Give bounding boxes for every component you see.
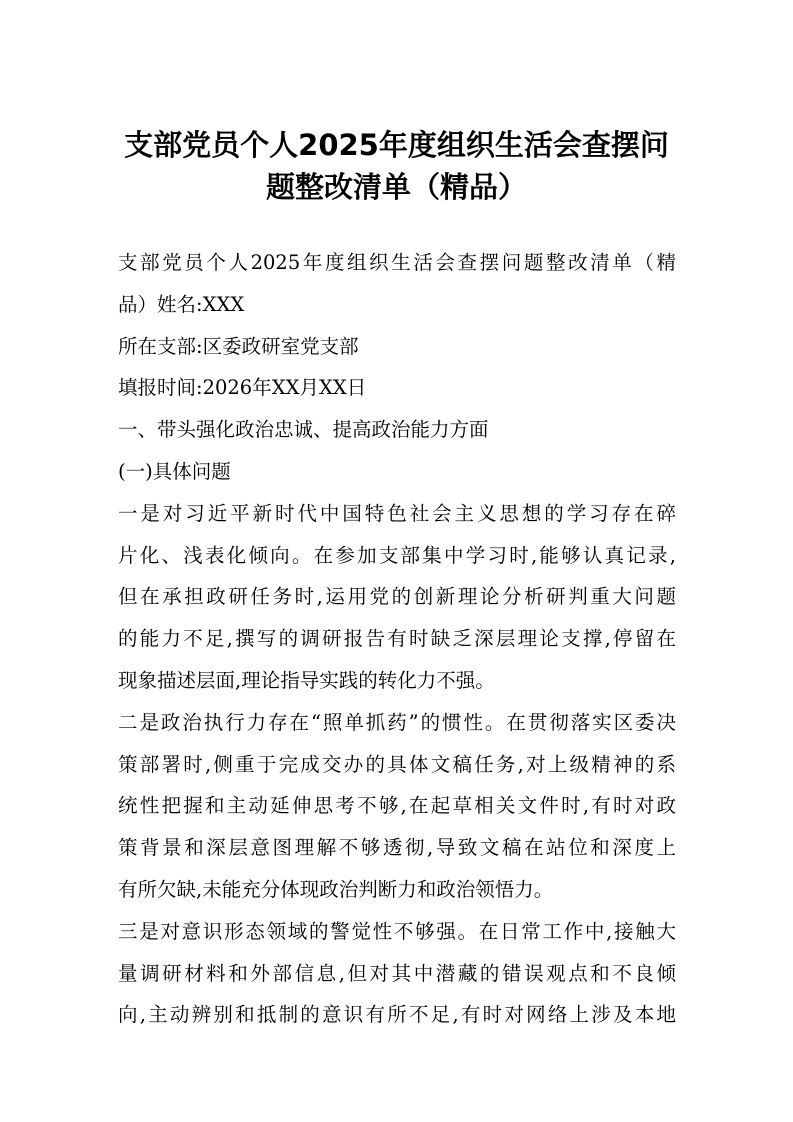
header-block — [118, 242, 676, 493]
section-heading: 一、带头强化政治忠诚、提高政治能力方面 — [118, 418, 489, 442]
paragraph-line: 三是对意识形态领域的警觉性不够强。在日常工作中,接触大 — [118, 919, 676, 943]
paragraph-line: 二是政治执行力存在“照单抓药”的惯性。在贯彻落实区委决 — [118, 710, 676, 734]
paragraph-line: 策背景和深层意图理解不够透彻,导致文稿在站位和深度上 — [118, 836, 676, 860]
paragraph-line: 统性把握和主动延伸思考不够,在起草相关文件时,有时对政 — [118, 794, 676, 818]
date-field: 填报时间:2026年XX月XX日 — [118, 376, 367, 400]
paragraph-1 — [118, 493, 676, 702]
paragraph-line: 量调研材料和外部信息,但对其中潜藏的错误观点和不良倾 — [118, 961, 676, 985]
paragraph-2 — [118, 702, 676, 911]
subsection-heading: (一)具体问题 — [118, 459, 231, 483]
paragraph-3 — [118, 911, 676, 1036]
paragraph-line: 向,主动辨别和抵制的意识有所不足,有时对网络上涉及本地 — [118, 1003, 676, 1027]
document-body — [118, 242, 676, 1036]
paragraph-line: 现象描述层面,理论指导实践的转化力不强。 — [118, 668, 495, 692]
branch-field: 所在支部:区委政研室党支部 — [118, 334, 359, 358]
paragraph-line: 一是对习近平新时代中国特色社会主义思想的学习存在碎 — [118, 501, 676, 525]
paragraph-line: 片化、浅表化倾向。在参加支部集中学习时,能够认真记录, — [118, 543, 676, 567]
paragraph-line: 策部署时,侧重于完成交办的具体文稿任务,对上级精神的系 — [118, 752, 676, 776]
doc-subtitle-line: 支部党员个人2025年度组织生活会查摆问题整改清单（精 — [118, 251, 676, 274]
title-line: 支部党员个人2025年度组织生活会查摆问 — [124, 128, 669, 162]
document-title — [110, 124, 683, 208]
paragraph-line: 有所欠缺,未能充分体现政治判断力和政治领悟力。 — [118, 877, 554, 901]
paragraph-line: 但在承担政研任务时,运用党的创新理论分析研判重大问题 — [118, 585, 676, 609]
paragraph-line: 的能力不足,撰写的调研报告有时缺乏深层理论支撑,停留在 — [118, 627, 676, 651]
title-line: 题整改清单（精品） — [265, 170, 527, 204]
name-field: 品）姓名:XXX — [118, 292, 245, 316]
